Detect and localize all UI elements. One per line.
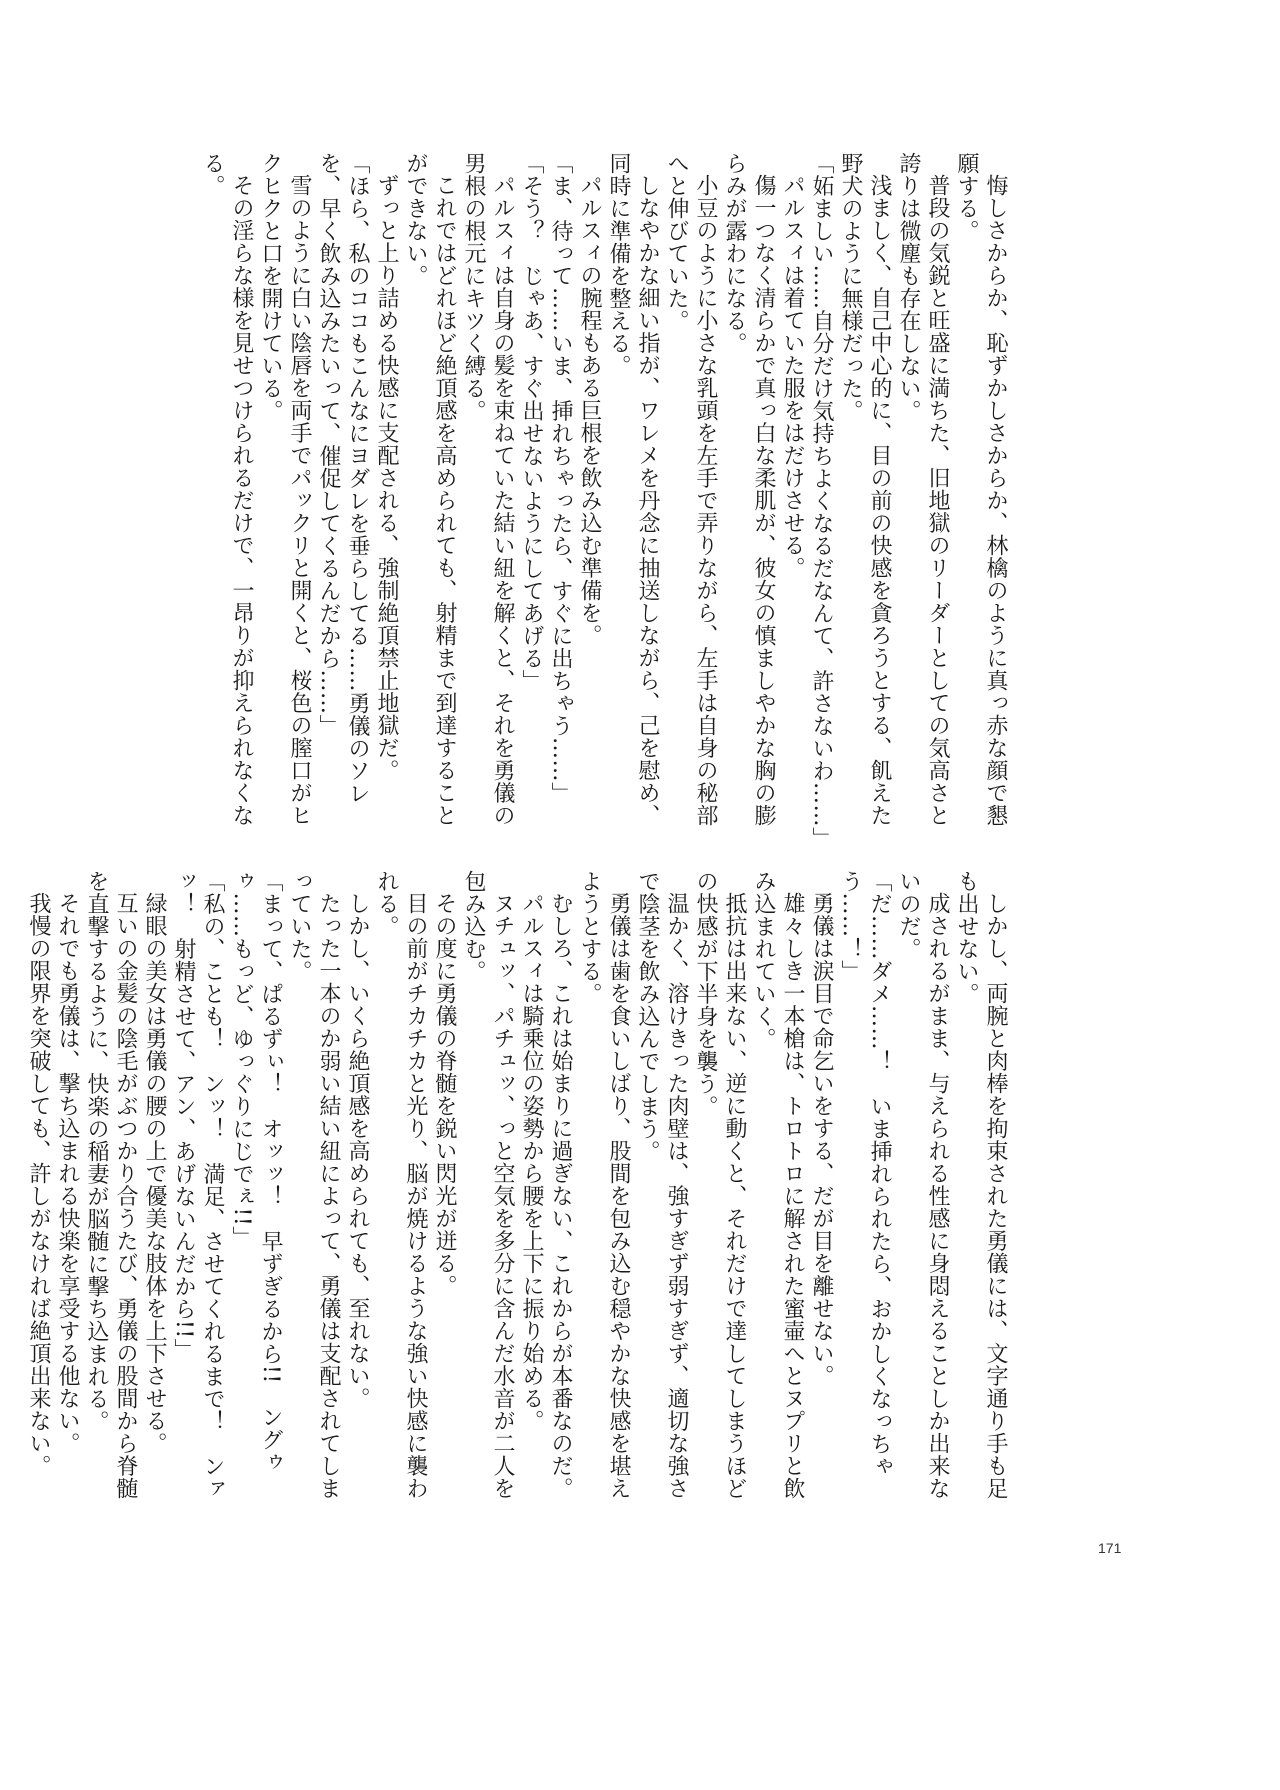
narration-paragraph: パルスィは着ていた服をはだけさせる。 [780,174,805,579]
dialogue-line: 「ほら、私のココもこんなにヨダレを垂らしてる……勇儀のソレを、早く飲み込みたいって、催促してくるんだから……」 [316,152,370,805]
narration-paragraph: 我慢の限界を突破しても、許しがなければ絶頂出来ない。 [26,892,51,1477]
dialogue-line: 「ま、待って……いま、挿れちゃったら、すぐに出ちゃう……」 [548,152,573,805]
dialogue-line: 「まって、ぱるずぃ！ オッッ！ 早ずぎるから!! ングゥゥ……もっど、ゆっぐりにじでぇ!!」 [229,870,283,1474]
narration-paragraph: それでも勇儀は、撃ち込まれる快楽を享受する他ない。 [55,892,80,1455]
narration-paragraph: 成されるがまま、与えられる性感に身悶えることしか出来ないのだ。 [896,870,950,1500]
page-number: 171 [1098,1540,1122,1556]
narration-paragraph: 普段の気鋭と旺盛に満ちた、旧地獄のリーダーとしての気高さと誇りは微塵も存在しない。 [896,152,950,827]
dialogue-line: 「妬ましい……自分だけ気持ちよくなるだなんて、許さないわ……」 [809,152,834,850]
narration-paragraph: 傷一つなく清らかで真っ白な柔肌が、彼女の慎ましやかな胸の膨らみが露わになる。 [722,152,776,827]
narration-paragraph: 浅ましく、自己中心的に、目の前の快感を貪ろうとする、飢えた野犬のように無様だった。 [838,152,892,827]
dialogue-line: 「だ……ダメ……！ いま挿れられたら、おかしくなっちゃう……！」 [838,870,892,1478]
narration-paragraph: 悔しさからか、恥ずかしさからか、林檎のように真っ赤な顔で懇願する。 [954,152,1008,827]
narration-paragraph: 温かく、溶けきった肉壁は、強すぎず弱すぎず、適切な強さで陰茎を飲み込んでしまう。 [635,870,689,1500]
narration-paragraph: 勇儀は涙目で命乞いをする、だが目を離せない。 [809,892,834,1387]
dialogue-line: 「私の、ことも！ ンッ！ 満足、させてくれるまで！ ンァッ！ 射精させて、アン、あげないんだから!!」 [171,870,225,1500]
narration-paragraph: ヌチュッ、パチュッ、っと空気を多分に含んだ水音が二人を包み込む。 [461,870,515,1500]
lower-text-block [26,870,1010,1500]
narration-paragraph: これではどれほど絶頂感を高められても、射精まで到達することができない。 [403,152,457,827]
narration-paragraph: パルスィは自身の髪を束ねていた結い紐を解くと、それを勇儀の男根の根元にキツく縛る。 [461,152,515,827]
narration-paragraph: しかし、両腕と肉棒を拘束された勇儀には、文字通り手も足も出せない。 [954,870,1008,1500]
narration-paragraph: しなやかな細い指が、ワレメを丹念に抽送しながら、己を慰め、同時に準備を整える。 [606,152,660,827]
narration-paragraph: 緑眼の美女は勇儀の腰の上で優美な肢体を上下させる。 [142,892,167,1455]
narration-paragraph: しかし、いくら絶頂感を高められても、至れない。 [345,892,370,1410]
narration-paragraph: パルスィの腕程もある巨根を飲み込む準備を。 [577,174,602,647]
narration-paragraph: その淫らな様を見せつけられるだけで、一昂りが抑えられなくなる。 [200,152,254,827]
dialogue-line: 「そう？ じゃあ、すぐ出せないようにしてあげる」 [519,152,544,692]
narration-paragraph: 雪のように白い陰唇を両手でパックリと開くと、桜色の膣口がヒクヒクと口を開けている。 [258,152,312,827]
narration-paragraph: 勇儀は歯を食いしばり、股間を包み込む穏やかな快感を堪えようとする。 [577,870,631,1500]
narration-paragraph: 抵抗は出来ない、逆に動くと、それだけで達してしまうほどの快感が下半身を襲う。 [693,870,747,1500]
upper-text-block [190,152,1010,850]
narration-paragraph: 目の前がチカチカと光り、脳が焼けるような強い快感に襲われる。 [374,870,428,1500]
narration-paragraph: その度に勇儀の脊髄を鋭い閃光が迸る。 [432,892,457,1297]
narration-paragraph: むしろ、これは始まりに過ぎない、これからが本番なのだ。 [548,892,573,1500]
narration-paragraph: 小豆のように小さな乳頭を左手で弄りながら、左手は自身の秘部へと伸びていた。 [664,152,718,827]
narration-paragraph: パルスィは騎乗位の姿勢から腰を上下に振り始める。 [519,892,544,1432]
narration-paragraph: たった一本のか弱い結い紐によって、勇儀は支配されてしまっていた。 [287,870,341,1500]
narration-paragraph: 互いの金髪の陰毛がぶつかり合うたび、勇儀の股間から脊髄を直撃するように、快楽の稲妻が脳髄に撃ち込まれる。 [84,870,138,1500]
narration-paragraph: 雄々しき一本槍は、トロトロに解された蜜壷へとヌプリと飲み込まれていく。 [751,870,805,1500]
narration-paragraph: ずっと上り詰める快感に支配される、強制絶頂禁止地獄だ。 [374,174,399,782]
